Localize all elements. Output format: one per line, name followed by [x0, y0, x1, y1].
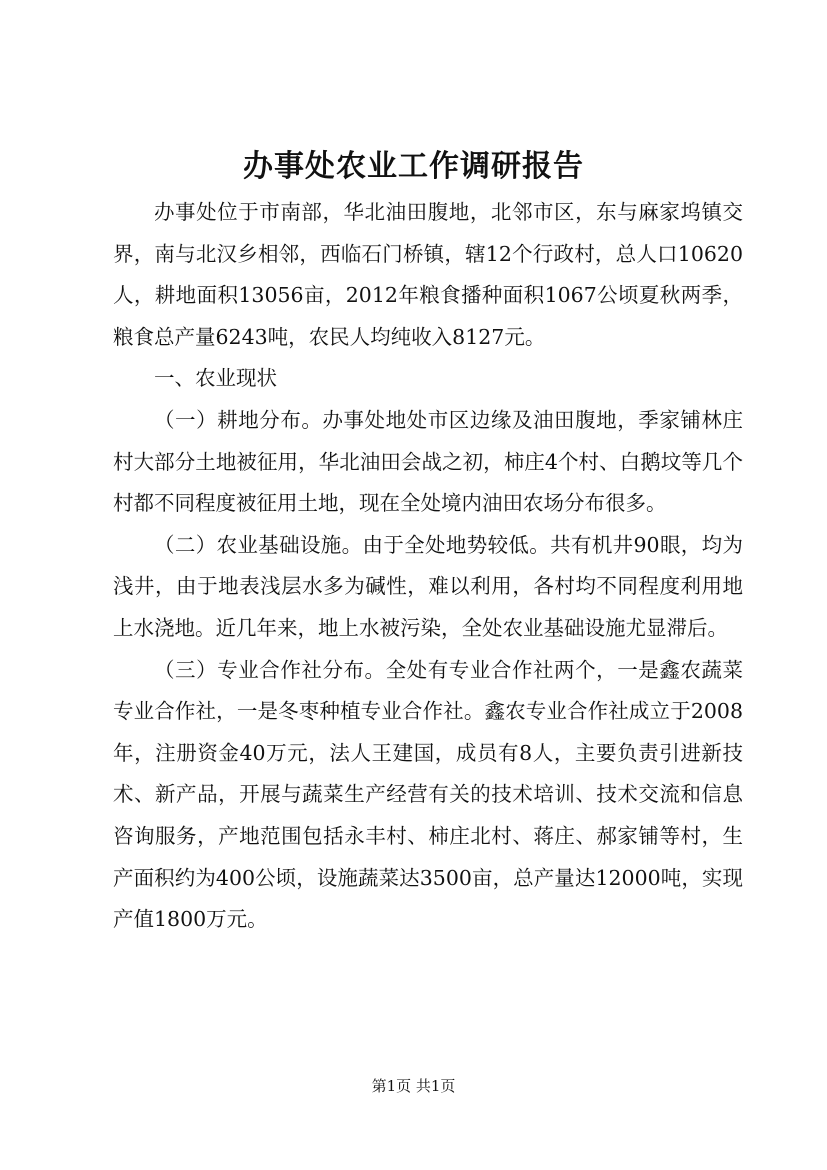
- intro-paragraph: 办事处位于市南部，华北油田腹地，北邻市区，东与麻家坞镇交界，南与北汉乡相邻，西临石门桥镇，辖12个行政村，总人口10620人，耕地面积13056亩，2012年粮食播种面积1067公顷夏秋两季，粮食总产量6243吨，农民人均纯收入8127元。: [113, 200, 743, 349]
- document-body: [113, 192, 743, 941]
- cooperative-paragraph: （三）专业合作社分布。全处有专业合作社两个，一是鑫农蔬菜专业合作社，一是冬枣种植专业合作社。鑫农专业合作社成立于2008年，注册资金40万元，法人王建国，成员有8人，主要负责引进新技术、新产品，开展与蔬菜生产经营有关的技术培训、技术交流和信息咨询服务，产地范围包括永丰村、柿庄北村、蒋庄、郝家铺等村，生产面积约为400公顷，设施蔬菜达3500亩，总产量达12000吨，实现产值1800万元。: [113, 657, 743, 932]
- page-footer: 第1页 共1页: [371, 1077, 456, 1095]
- infrastructure-paragraph: （二）农业基础设施。由于全处地势较低。共有机井90眼，均为浅井，由于地表浅层水多为碱性，难以利用，各村均不同程度利用地上水浇地。近几年来，地上水被污染，全处农业基础设施尤显滞后。: [113, 532, 743, 640]
- farmland-paragraph: （一）耕地分布。办事处地处市区边缘及油田腹地，季家铺林庄村大部分土地被征用，华北油田会战之初，柿庄4个村、白鹅坟等几个村都不同程度被征用土地，现在全处境内油田农场分布很多。: [113, 407, 743, 516]
- document-title: 办事处农业工作调研报告: [243, 149, 584, 184]
- section-heading: 一、农业现状: [154, 366, 277, 391]
